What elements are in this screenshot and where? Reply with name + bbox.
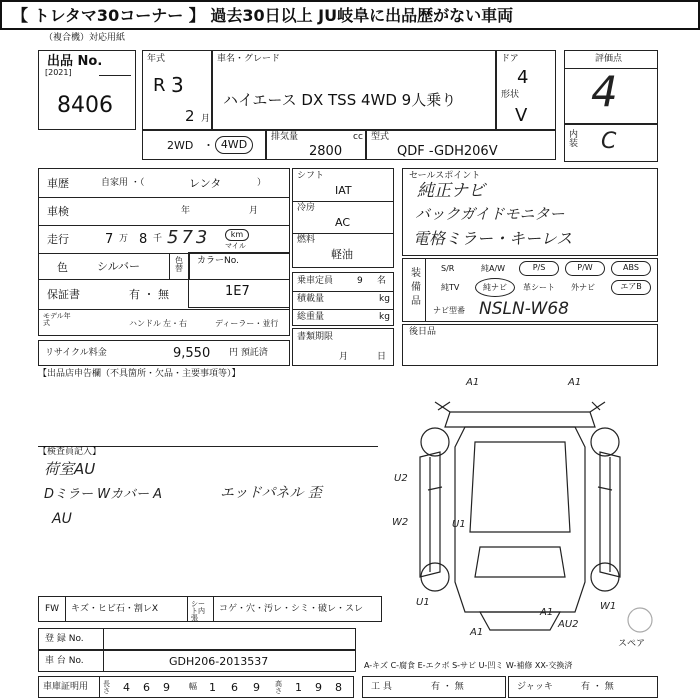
- door-value: 4: [517, 67, 529, 88]
- doc-month: 月: [339, 352, 349, 362]
- fw-row: [38, 596, 382, 622]
- middle-specs: [292, 168, 394, 268]
- selling-point-2: バックガイドモニター: [415, 205, 565, 223]
- jack-box: [508, 676, 658, 698]
- mileage-sen: 8: [139, 232, 148, 247]
- score-box: [564, 50, 658, 124]
- capacity-label: 乗車定員: [297, 276, 334, 286]
- reg-row: [38, 628, 356, 650]
- displacement-value: 2800: [309, 144, 343, 159]
- chassis-value: GDH206-2013537: [169, 655, 269, 668]
- drive-4wd: 4WD: [220, 138, 248, 151]
- jack-value: 有 ・ 無: [581, 682, 614, 692]
- mileage-man-unit: 万: [119, 234, 129, 244]
- handle-value: 左・右: [163, 319, 187, 328]
- load-label: 積載量: [297, 294, 325, 304]
- door-box: [496, 50, 556, 130]
- interior-label: 内装: [569, 130, 579, 149]
- declaration-label: 【出品店申告欄（不具箇所・欠品・主要事項等）】: [38, 369, 241, 379]
- inspector-label: 【検査員記入】: [38, 447, 102, 457]
- model-code: QDF -GDH206V: [397, 144, 498, 159]
- diagram-mark-au2: AU2: [558, 619, 579, 630]
- reg-label: 登 録 No.: [45, 634, 84, 644]
- equipment-box: [402, 258, 658, 322]
- inspector-line-1: 荷室AU: [44, 460, 96, 478]
- gross-label: 総重量: [297, 312, 325, 322]
- diagram-mark-w1: W1: [600, 601, 617, 612]
- model-name: ハイエース DX TSS 4WD 9人乗り: [223, 91, 457, 109]
- fw-text: キズ・ヒビ石・割レX: [71, 604, 158, 614]
- diagram-mark-w2: W2: [392, 517, 409, 528]
- cert-label: 車庫証明用: [43, 682, 89, 692]
- color-no-value: 1E7: [225, 284, 250, 299]
- inspector-note: エッドパネル 歪: [220, 485, 322, 501]
- chassis-label: 車 台 No.: [45, 656, 84, 666]
- color-label: 色: [57, 261, 68, 274]
- gross-unit: kg: [379, 312, 390, 322]
- equip-navi: 純ナビ: [475, 278, 515, 297]
- cert-height-2: 9: [315, 681, 322, 694]
- equip-aw: 純A/W: [481, 264, 506, 273]
- chassis-row: [38, 650, 356, 672]
- type-box: [366, 130, 556, 160]
- score-value: 4: [591, 67, 618, 116]
- tools-value: 有 ・ 無: [431, 682, 464, 692]
- equip-sr: S/R: [441, 264, 455, 273]
- warranty-value: 有 ・ 無: [129, 288, 169, 301]
- mileage-label: 走行: [47, 233, 69, 246]
- shape-label: 形状: [501, 90, 520, 100]
- interior-value: C: [601, 129, 617, 154]
- history-value: レンタ: [189, 177, 222, 190]
- diagram-mark-a1-bottom-right: A1: [540, 607, 554, 618]
- fw-label: FW: [45, 604, 60, 614]
- inspector-line-3: AU: [52, 511, 72, 527]
- name-label: 車名・グレード: [217, 54, 281, 64]
- doc-label: 書類期限: [297, 332, 334, 342]
- tools-label: 工 具: [371, 682, 392, 692]
- score-label: 評価点: [595, 54, 623, 64]
- displacement-unit: cc: [353, 132, 363, 142]
- banner: [0, 0, 700, 30]
- selling-points-label: セールスポイント: [409, 171, 481, 181]
- drive-box: 2WD ・ 4WD: [142, 130, 266, 160]
- jack-label: ジャッキ: [517, 682, 553, 692]
- mileage-man: 7: [105, 232, 114, 247]
- capacity-value: 9: [357, 276, 363, 286]
- displacement-label: 排気量: [271, 132, 299, 142]
- duplicate-note: （複合機）対応用紙: [44, 33, 126, 43]
- recycle-label: リサイクル料金: [45, 348, 107, 358]
- drive-2wd: 2WD: [167, 139, 194, 152]
- diagram-mark-a1-bottom: A1: [470, 627, 484, 638]
- cert-width-2: 6: [231, 681, 238, 694]
- equip-leather: 革シート: [523, 283, 555, 292]
- history-close: ）: [257, 178, 267, 188]
- equip-ext-navi: 外ナビ: [571, 283, 595, 292]
- navi-value: NSLN-W68: [479, 299, 569, 319]
- inspection-year: 年: [181, 206, 191, 216]
- seat-label: シート内張: [191, 600, 205, 622]
- lot-year-stamp: [2021]: [45, 68, 72, 77]
- lot-label: 出品 No.: [47, 54, 103, 69]
- diagram-mark-a1-top-right: A1: [568, 377, 582, 388]
- name-box: [212, 50, 496, 130]
- color-change: 色替: [175, 256, 183, 273]
- banner-text: 【 トレタマ30コーナー 】 過去30日以上 JU岐阜に出品歴がない車両: [12, 6, 514, 25]
- diagram-mark-u1-center: U1: [452, 519, 466, 530]
- diagram-mark-u2: U2: [394, 473, 408, 484]
- month-unit: 月: [201, 114, 211, 124]
- cert-row: [38, 676, 354, 698]
- shift-value: IAT: [335, 184, 352, 197]
- recycle-box: [38, 340, 290, 366]
- equip-airbag: エアB: [611, 280, 651, 295]
- recycle-unit: 円 預託済: [229, 348, 268, 358]
- shape-value: V: [515, 105, 528, 126]
- diagram-mark-u1-left: U1: [416, 597, 430, 608]
- interior-box: [564, 124, 658, 162]
- selling-points-box: [402, 168, 658, 256]
- color-no-label: カラーNo.: [197, 256, 239, 266]
- equipment-label: 装備品: [411, 268, 421, 307]
- ac-value: AC: [335, 216, 351, 229]
- dealer-label: ディーラー・並行: [215, 319, 279, 328]
- equip-ps: P/S: [519, 261, 559, 276]
- cert-height-label: 高さ: [275, 680, 282, 695]
- mileage-unit-km: km: [225, 229, 249, 241]
- selling-point-1: 純正ナビ: [417, 181, 485, 201]
- mileage-unit-mile: マイル: [225, 242, 246, 250]
- cert-length-label: 長さ: [103, 680, 110, 695]
- displacement-box: [266, 130, 366, 160]
- year-value: 3: [171, 73, 184, 97]
- equip-abs: ABS: [611, 261, 651, 276]
- load-unit: kg: [379, 294, 390, 304]
- lot-box: [38, 50, 136, 130]
- type-label: 型式: [371, 132, 390, 142]
- year-box: [142, 50, 212, 130]
- history-label: 車歴: [47, 177, 69, 190]
- navi-label: ナビ型番: [433, 306, 465, 315]
- year-label: 年式: [147, 54, 166, 64]
- lot-number: 8406: [57, 93, 113, 118]
- shift-label: シフト: [297, 171, 325, 181]
- damage-legend: A-キズ C-腐食 E-エクボ S-サビ U-凹ミ W-補修 XX-交換済: [364, 661, 573, 670]
- equip-tv: 純TV: [441, 283, 460, 292]
- tools-box: [362, 676, 506, 698]
- after-box: [402, 324, 658, 366]
- doc-box: [292, 328, 394, 366]
- cert-width-label: 幅: [189, 682, 197, 691]
- cert-height-3: 8: [335, 681, 342, 694]
- inspection-label: 車検: [47, 205, 69, 218]
- doc-day: 日: [377, 352, 387, 362]
- after-label: 後日品: [409, 327, 437, 337]
- cert-length-2: 6: [143, 681, 150, 694]
- month-value: 2: [185, 107, 195, 125]
- handle-label: ハンドル: [129, 319, 161, 328]
- capacity-unit: 名: [377, 276, 387, 286]
- warranty-label: 保証書: [47, 288, 80, 301]
- mileage-rest: 573: [167, 227, 211, 248]
- color-no-box: [188, 252, 290, 308]
- seat-text: コゲ・穴・汚レ・シミ・破レ・スレ: [219, 604, 364, 614]
- capacity-box: [292, 272, 394, 326]
- cert-height-1: 1: [295, 681, 302, 694]
- recycle-value: 9,550: [173, 346, 211, 361]
- cert-length-3: 9: [163, 681, 170, 694]
- year-era: R: [153, 75, 166, 96]
- color-value: シルバー: [97, 260, 140, 273]
- selling-point-3: 電格ミラー・キーレス: [413, 229, 573, 248]
- cert-width-3: 9: [253, 681, 260, 694]
- mileage-sen-unit: 千: [153, 234, 163, 244]
- fuel-value: 軽油: [331, 248, 353, 261]
- history-options: 自家用 ・（: [101, 178, 145, 188]
- ac-label: 冷房: [297, 203, 316, 213]
- model-label: モデル年式: [43, 312, 71, 327]
- inspection-month: 月: [249, 206, 259, 216]
- drive-4wd-circle: [215, 136, 253, 154]
- diagram-mark-a1-top-left: A1: [466, 377, 480, 388]
- fuel-label: 燃料: [297, 235, 316, 245]
- equip-pw: P/W: [565, 261, 605, 276]
- cert-length-1: 4: [123, 681, 130, 694]
- door-label: ドア: [501, 54, 519, 64]
- inspector-line-2: Dミラー Wカバー A: [44, 487, 163, 502]
- spare-label: スペア: [618, 639, 646, 649]
- cert-width-1: 1: [209, 681, 216, 694]
